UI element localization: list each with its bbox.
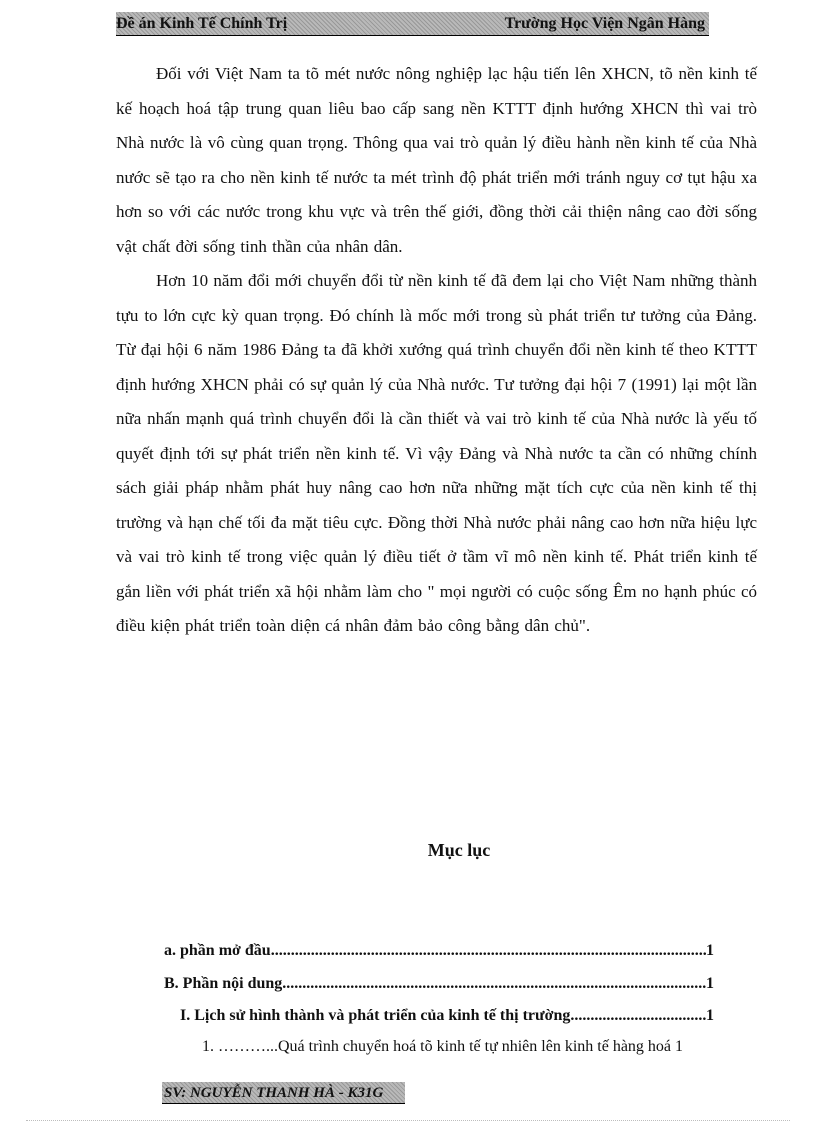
toc-entry-label: 1. ………...Quá trình chuyển hoá tõ kinh tế tự nhiên lên kinh tế hàng hoá 1	[202, 1038, 684, 1055]
toc-leader-dots	[570, 1007, 706, 1025]
toc-leader-dots	[282, 975, 706, 993]
toc-entry-label: a. phần mở đầu	[164, 942, 271, 959]
page-footer	[162, 1082, 405, 1104]
toc-entry[interactable]	[180, 1007, 714, 1025]
toc-entry-page: 1	[706, 975, 714, 992]
toc-leader-dots	[271, 942, 706, 960]
toc-entry[interactable]	[202, 1038, 766, 1056]
toc-entry-page: 1	[706, 1007, 714, 1024]
paragraph: Hơn 10 năm đổi mới chuyển đổi từ nền kinh tế đã đem lại cho Việt Nam những thành tựu to lớn cực kỳ quan trọng. Đó chính là mốc mới trong sù phát triển tư tưởng của Đảng. Từ đại hội 6 năm 1986 Đảng ta đã khởi xướng quá trình chuyển đổi nền kinh tế theo KTTT định hướng XHCN phải có sự quản lý của Nhà nước. Tư tưởng đại hội 7 (1991) lại một lần nữa nhấn mạnh quá trình chuyển đổi là cần thiết và vai trò kinh tế của Nhà nước là yếu tố quyết định tới sự phát triển nền kinh tế. Vì vậy Đảng và Nhà nước ta cần có những chính sách giải pháp nhằm phát huy nâng cao hơn nữa những mặt tích cực của nền kinh tế thị trường và hạn chế tối đa mặt tiêu cực. Đồng thời Nhà nước phải nâng cao hơn nữa hiệu lực và vai trò kinh tế trong việc quản lý điều tiết ở tầm vĩ mô nền kinh tế. Phát triển kinh tế gắn liền với phát triển xã hội nhằm làm cho " mọi người có cuộc sống Êm no hạnh phúc có điều kiện phát triển toàn diện cá nhân đảm bảo công bằng dân chủ".	[116, 271, 757, 635]
toc-entry-label: I. Lịch sử hình thành và phát triển của kinh tế thị trường	[180, 1007, 571, 1024]
toc-entry[interactable]	[164, 975, 714, 993]
paragraph: Đối với Việt Nam ta tõ mét nước nông nghiệp lạc hậu tiến lên XHCN, tõ nền kinh tế kế hoạch hoá tập trung quan liêu bao cấp sang nền KTTT định hướng XHCN thì vai trò Nhà nước là vô cùng quan trọng. Thông qua vai trò quản lý điều hành nền kinh tế của Nhà nước sẽ tạo ra cho nền kinh tế nước ta mét trình độ phát triển mới tránh nguy cơ tụt hậu xa hơn so với các nước trong khu vực và trên thế giới, đồng thời cải thiện nâng cao đời sống vật chất đời sống tinh thần của nhân dân.	[116, 64, 757, 256]
toc-entry-page: 1	[706, 942, 714, 959]
toc-entry-label: B. Phần nội dung	[164, 975, 283, 992]
header-school-name: Trường Học Viện Ngân Hàng	[504, 15, 705, 32]
body-text	[116, 57, 757, 644]
toc-entry[interactable]	[164, 942, 714, 960]
page-bottom-divider	[26, 1120, 790, 1121]
header-course-title: Đề án Kinh Tế Chính Trị	[116, 15, 288, 32]
footer-student-name: SV: NGUYỄN THANH HÀ - K31G	[164, 1085, 384, 1101]
page-header	[116, 12, 709, 36]
toc-title: Mục lục	[427, 840, 491, 860]
